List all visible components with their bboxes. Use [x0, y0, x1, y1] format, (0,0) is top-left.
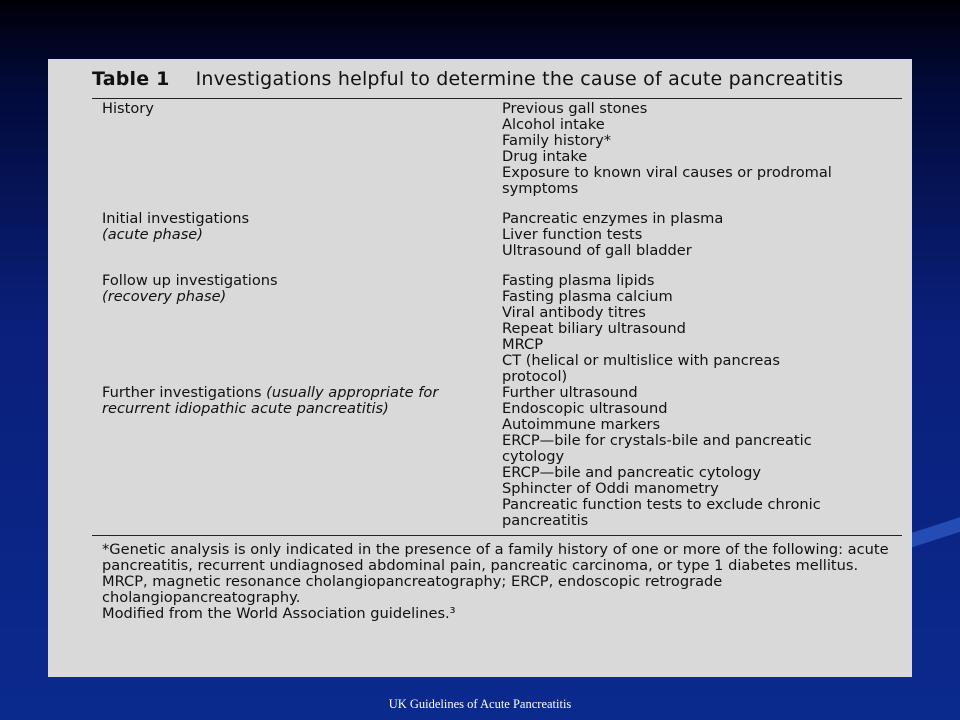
footnote-genetic: *Genetic analysis is only indicated in the presence of a family history of one or more of the following: acute pancreatitis, recurrent undiagnosed abdominal pain, pancreatic carcinoma, or type 1 diabetes mellitus. — [102, 541, 889, 574]
category-note: (usually appropriate for recurrent idiopathic acute pancreatitis) — [102, 384, 439, 417]
row-category — [92, 385, 502, 529]
list-item: Drug intake — [502, 148, 588, 165]
footnote-source: Modified from the World Association guidelines.³ — [102, 605, 456, 622]
list-item: MRCP — [502, 336, 543, 353]
list-item: ERCP—bile for crystals-bile and pancreatic cytology — [502, 432, 812, 465]
list-item: Exposure to known viral causes or prodromal symptoms — [502, 164, 832, 197]
list-item: Previous gall stones — [502, 100, 648, 117]
list-item: CT (helical or multislice with pancreas protocol) — [502, 352, 780, 385]
category-label: History — [102, 100, 154, 117]
investigations-table — [92, 101, 902, 529]
list-item: ERCP—bile and pancreatic cytology — [502, 464, 762, 481]
row-category — [92, 101, 502, 197]
row-category — [92, 197, 502, 259]
list-item: Family history* — [502, 132, 612, 149]
row-items — [502, 259, 902, 385]
table-top-rule — [92, 98, 902, 99]
table-panel — [48, 59, 912, 677]
list-item: Autoimmune markers — [502, 416, 661, 433]
category-label: Further investigations — [102, 384, 262, 401]
list-item: Further ultrasound — [502, 384, 638, 401]
table-row — [92, 385, 902, 529]
table-row — [92, 197, 902, 259]
list-item: Alcohol intake — [502, 116, 605, 133]
table-row — [92, 101, 902, 197]
list-item: Liver function tests — [502, 226, 643, 243]
list-item: Pancreatic function tests to exclude chronic pancreatitis — [502, 496, 821, 529]
table-title-text: Investigations helpful to determine the cause of acute pancreatitis — [195, 68, 844, 90]
list-item: Repeat biliary ultrasound — [502, 320, 686, 337]
category-label: Follow up investigations — [102, 272, 278, 289]
category-block — [102, 385, 442, 417]
row-items — [502, 385, 902, 529]
list-item: Fasting plasma calcium — [502, 288, 673, 305]
row-category — [92, 259, 502, 385]
list-item: Ultrasound of gall bladder — [502, 242, 692, 259]
list-item: Endoscopic ultrasound — [502, 400, 668, 417]
table-title — [92, 68, 902, 90]
list-item: Sphincter of Oddi manometry — [502, 480, 719, 497]
category-note: (acute phase) — [102, 226, 203, 243]
table-number: Table 1 — [92, 68, 170, 90]
table-row — [92, 259, 902, 385]
list-item: Fasting plasma lipids — [502, 272, 655, 289]
list-item: Pancreatic enzymes in plasma — [502, 210, 724, 227]
category-note: (recovery phase) — [102, 288, 227, 305]
row-items — [502, 101, 902, 197]
category-label: Initial investigations — [102, 210, 250, 227]
list-item: Viral antibody titres — [502, 304, 646, 321]
row-items — [502, 197, 902, 259]
table-footnotes — [92, 536, 902, 622]
slide-footer-caption: UK Guidelines of Acute Pancreatitis — [388, 697, 572, 711]
footnote-abbreviations: MRCP, magnetic resonance cholangiopancreatography; ERCP, endoscopic retrograde cholangiopancreatography. — [102, 573, 723, 606]
